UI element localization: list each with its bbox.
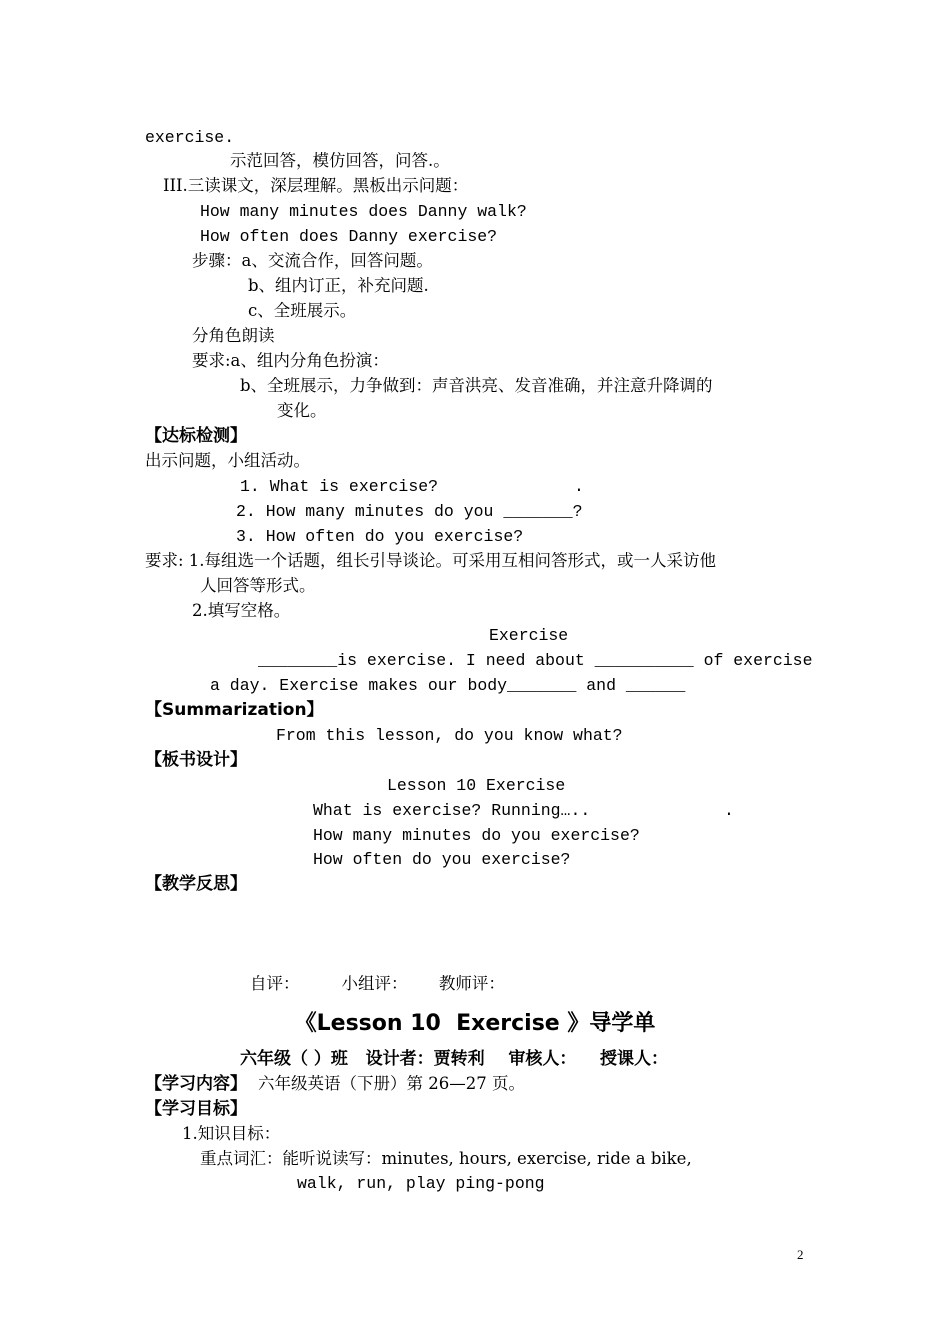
class-info-line: 六年级（ ）班 设计者：贾转利 审核人： 授课人： xyxy=(240,1049,669,1069)
question-line: 1. What is exercise? xyxy=(240,477,439,496)
text-line: 要求:a、组内分角色扮演： xyxy=(192,351,389,370)
step-line: b、组内订正，补充问题. xyxy=(248,276,429,295)
text-line: 人回答等形式。 xyxy=(200,576,316,595)
text-line: walk, run, play ping-pong xyxy=(297,1174,545,1193)
section-heading-reflection: 【教学反思】 xyxy=(145,874,247,894)
text-line: 示范回答，模仿回答，问答.。 xyxy=(230,151,450,170)
fill-blank-line: a day. Exercise makes our body_______ and ______ xyxy=(210,676,686,695)
page-number: 2 xyxy=(797,1247,804,1262)
step-line: 步骤：a、交流合作，回答问题。 xyxy=(192,251,433,270)
question-line: 2. How many minutes do you _______? xyxy=(236,502,583,521)
question-line: 3. How often do you exercise? xyxy=(236,527,524,546)
step-line: c、全班展示。 xyxy=(248,301,357,320)
board-line: How many minutes do you exercise? xyxy=(313,826,640,845)
section-heading-content: 【学习内容】 xyxy=(145,1074,247,1094)
board-title: Lesson 10 Exercise xyxy=(387,776,566,795)
text-line: 变化。 xyxy=(277,401,327,420)
board-line: How often do you exercise? xyxy=(313,850,571,869)
text-line: 1.知识目标： xyxy=(182,1124,281,1143)
text-line: III.三读课文，深层理解。黑板出示问题： xyxy=(163,176,469,195)
text-line: 六年级英语（下册）第 26—27 页。 xyxy=(258,1074,525,1093)
text-line: From this lesson, do you know what? xyxy=(276,726,623,745)
text-line: . xyxy=(574,477,584,496)
question-line: How many minutes does Danny walk? xyxy=(200,202,527,221)
text-line: 重点词汇：能听说读写：minutes, hours, exercise, ride a bike, xyxy=(200,1149,692,1168)
evaluation-line: 自评： 小组评： 教师评： xyxy=(250,974,505,993)
section-heading-board-design: 【板书设计】 xyxy=(145,750,247,770)
section-heading-summarization: 【Summarization】 xyxy=(145,700,324,720)
text-line: 2.填写空格。 xyxy=(192,601,291,620)
text-line: b、全班展示，力争做到：声音洪亮、发音准确，并注意升降调的 xyxy=(240,376,713,395)
board-line: What is exercise? Running….. xyxy=(313,801,591,820)
text-line: 出示问题，小组活动。 xyxy=(145,451,310,470)
text-line: 分角色朗读 xyxy=(192,326,275,345)
section-heading-assessment: 【达标检测】 xyxy=(145,426,247,446)
fill-blank-line: ________is exercise. I need about __________ of exercise xyxy=(258,651,813,670)
worksheet-title: 《Lesson 10 Exercise 》导学单 xyxy=(294,1011,656,1036)
text-line: . xyxy=(724,801,734,820)
exercise-heading: Exercise xyxy=(489,626,569,645)
question-line: How often does Danny exercise? xyxy=(200,227,498,246)
text-line: exercise. xyxy=(145,128,235,147)
text-line: 要求: 1.每组选一个话题，组长引导谈论。可采用互相问答形式，或一人采访他 xyxy=(145,551,717,570)
section-heading-objectives: 【学习目标】 xyxy=(145,1099,247,1119)
